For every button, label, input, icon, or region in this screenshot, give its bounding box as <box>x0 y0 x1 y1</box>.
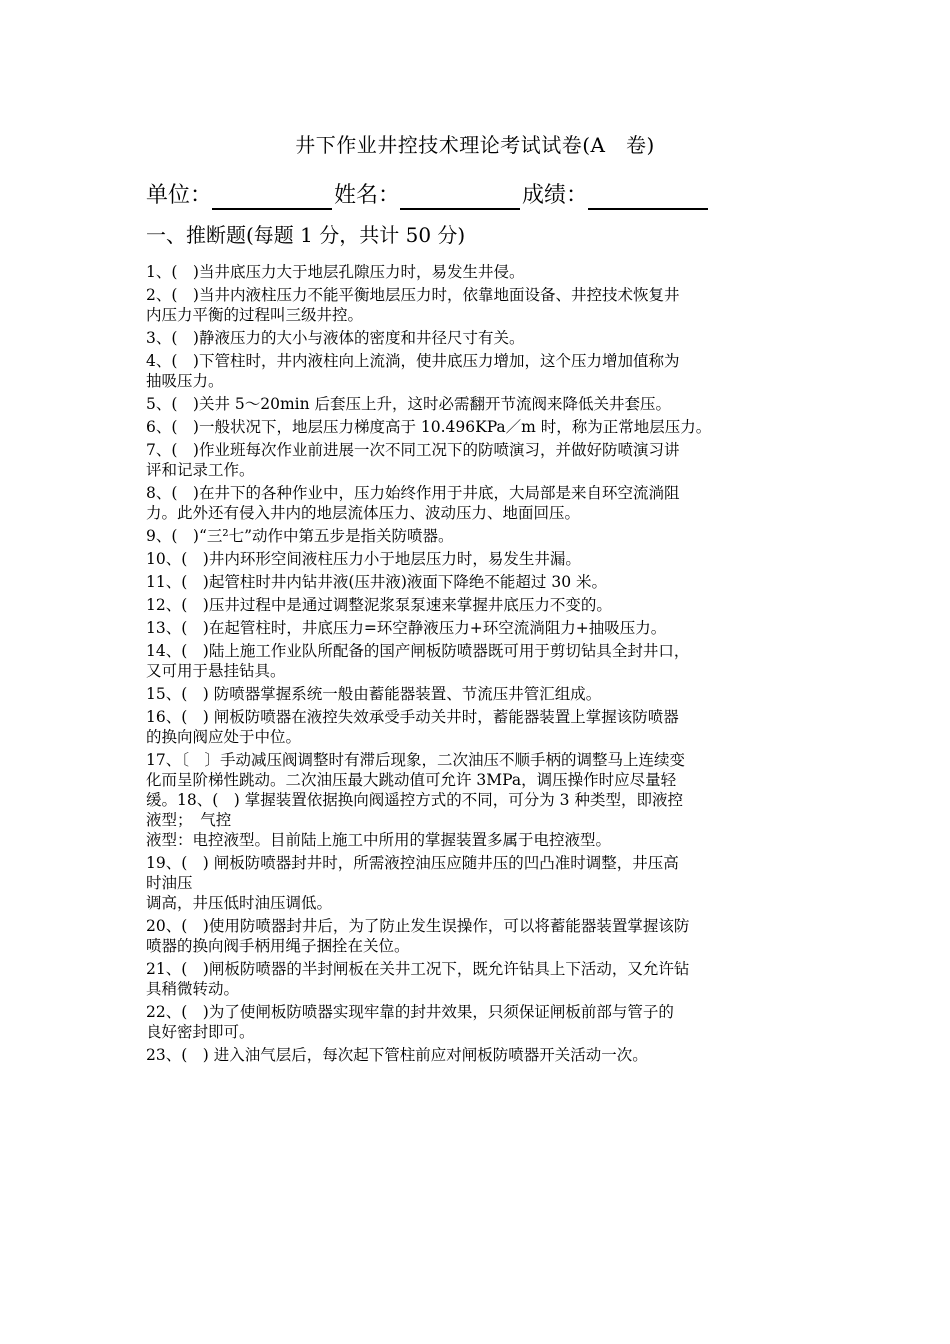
question-item <box>146 1002 826 1042</box>
question-line: 2、( )当井内液柱压力不能平衡地层压力时，依靠地面设备、井控技术恢复井 <box>146 286 680 304</box>
question-item <box>146 916 826 956</box>
name-blank-line[interactable] <box>400 182 520 210</box>
question-line: 良好密封即可。 <box>146 1023 255 1041</box>
section-heading: 一、推断题(每题 1 分，共计 50 分) <box>146 223 466 247</box>
question-item <box>146 262 826 282</box>
question-item <box>146 641 826 681</box>
question-line: 又可用于悬挂钻具。 <box>146 662 286 680</box>
question-line: 22、( )为了使闸板防喷器实现牢靠的封井效果，只须保证闸板前部与管子的 <box>146 1003 674 1021</box>
score-label: 成绩： <box>522 183 589 208</box>
question-line: 23、( ) 进入油气层后，每次起下管柱前应对闸板防喷器开关活动一次。 <box>146 1046 648 1064</box>
question-line: 液型：电控液型。目前陆上施工中所用的掌握装置多属于电控液型。 <box>146 831 612 849</box>
question-line: 3、( )静液压力的大小与液体的密度和井径尺寸有关。 <box>146 329 525 347</box>
question-line: 化而呈阶梯性跳动。二次油压最大跳动值可允许 3MPa，调压操作时应尽量轻 <box>146 771 677 789</box>
question-line: 21、( )闸板防喷器的半封闸板在关井工况下，既允许钻具上下活动，又允许钻 <box>146 960 690 978</box>
document-title: 井下作业井控技术理论考试试卷(A 卷) <box>295 133 655 157</box>
question-line: 1、( )当井底压力大于地层孔隙压力时，易发生井侵。 <box>146 263 525 281</box>
question-line: 喷器的换向阀手柄用绳子捆拴在关位。 <box>146 937 410 955</box>
question-line: 14、( )陆上施工作业队所配备的国产闸板防喷器既可用于剪切钻具全封井口， <box>146 642 690 660</box>
question-line: 7、( )作业班每次作业前进展一次不同工况下的防喷演习，并做好防喷演习讲 <box>146 441 680 459</box>
question-line: 抽吸压力。 <box>146 372 224 390</box>
question-line: 20、( )使用防喷器封井后，为了防止发生误操作，可以将蓄能器装置掌握该防 <box>146 917 690 935</box>
question-line: 15、( ) 防喷器掌握系统一般由蓄能器装置、节流压井管汇组成。 <box>146 685 602 703</box>
question-item <box>146 483 826 523</box>
question-line: 调高，井压低时油压调低。 <box>146 894 333 912</box>
question-line: 11、( )起管柱时井内钻井液(压井液)液面下降绝不能超过 30 米。 <box>146 573 607 591</box>
question-line: 8、( )在井下的各种作业中，压力始终作用于井底，大局部是来自环空流淌阻 <box>146 484 680 502</box>
question-line: 13、( )在起管柱时，井底压力=环空静液压力+环空流淌阻力+抽吸压力。 <box>146 619 667 637</box>
question-line: 5、( )关井 5～20min 后套压上升，这时必需翻开节流阀来降低关井套压。 <box>146 395 672 413</box>
question-line: 时油压 <box>146 874 193 892</box>
question-line: 液型； 气控 <box>146 811 232 829</box>
question-item <box>146 853 826 913</box>
question-item <box>146 526 826 546</box>
question-line: 4、( )下管柱时，井内液柱向上流淌，使井底压力增加，这个压力增加值称为 <box>146 352 680 370</box>
question-item <box>146 417 826 437</box>
question-line: 评和记录工作。 <box>146 461 255 479</box>
question-line: 12、( )压井过程中是通过调整泥浆泵泵速来掌握井底压力不变的。 <box>146 596 612 614</box>
question-line: 6、( )一般状况下，地层压力梯度高于 10.496KPa／m 时，称为正常地层压力。 <box>146 418 712 436</box>
question-item <box>146 285 826 325</box>
question-item <box>146 595 826 615</box>
candidate-info-row <box>146 178 710 210</box>
question-item <box>146 394 826 414</box>
question-line: 16、( ) 闸板防喷器在液控失效承受手动关井时，蓄能器装置上掌握该防喷器 <box>146 708 679 726</box>
name-label: 姓名： <box>334 183 401 208</box>
question-item <box>146 959 826 999</box>
question-item <box>146 440 826 480</box>
question-item <box>146 328 826 348</box>
question-item <box>146 572 826 592</box>
question-item <box>146 549 826 569</box>
question-line: 具稍微转动。 <box>146 980 240 998</box>
unit-label: 单位： <box>146 183 213 208</box>
question-item <box>146 351 826 391</box>
question-line: 10、( )井内环形空间液柱压力小于地层压力时，易发生井漏。 <box>146 550 581 568</box>
question-line: 19、( ) 闸板防喷器封井时，所需液控油压应随井压的凹凸准时调整，井压高 <box>146 854 679 872</box>
question-item <box>146 1045 826 1065</box>
question-line: 17、〔 〕手动减压阀调整时有滞后现象，二次油压不顺手柄的调整马上连续变 <box>146 751 685 769</box>
question-line: 的换向阀应处于中位。 <box>146 728 302 746</box>
question-list <box>146 262 826 1068</box>
unit-blank-line[interactable] <box>212 182 332 210</box>
question-item <box>146 750 826 850</box>
question-line: 9、( )“三²七”动作中第五步是指关防喷器。 <box>146 527 454 545</box>
question-line: 内压力平衡的过程叫三级井控。 <box>146 306 364 324</box>
question-item <box>146 618 826 638</box>
question-line: 缓。18、( ) 掌握装置依据换向阀遥控方式的不同，可分为 3 种类型，即液控 <box>146 791 683 809</box>
question-item <box>146 684 826 704</box>
question-line: 力。此外还有侵入井内的地层流体压力、波动压力、地面回压。 <box>146 504 581 522</box>
score-blank-line[interactable] <box>588 182 708 210</box>
question-item <box>146 707 826 747</box>
